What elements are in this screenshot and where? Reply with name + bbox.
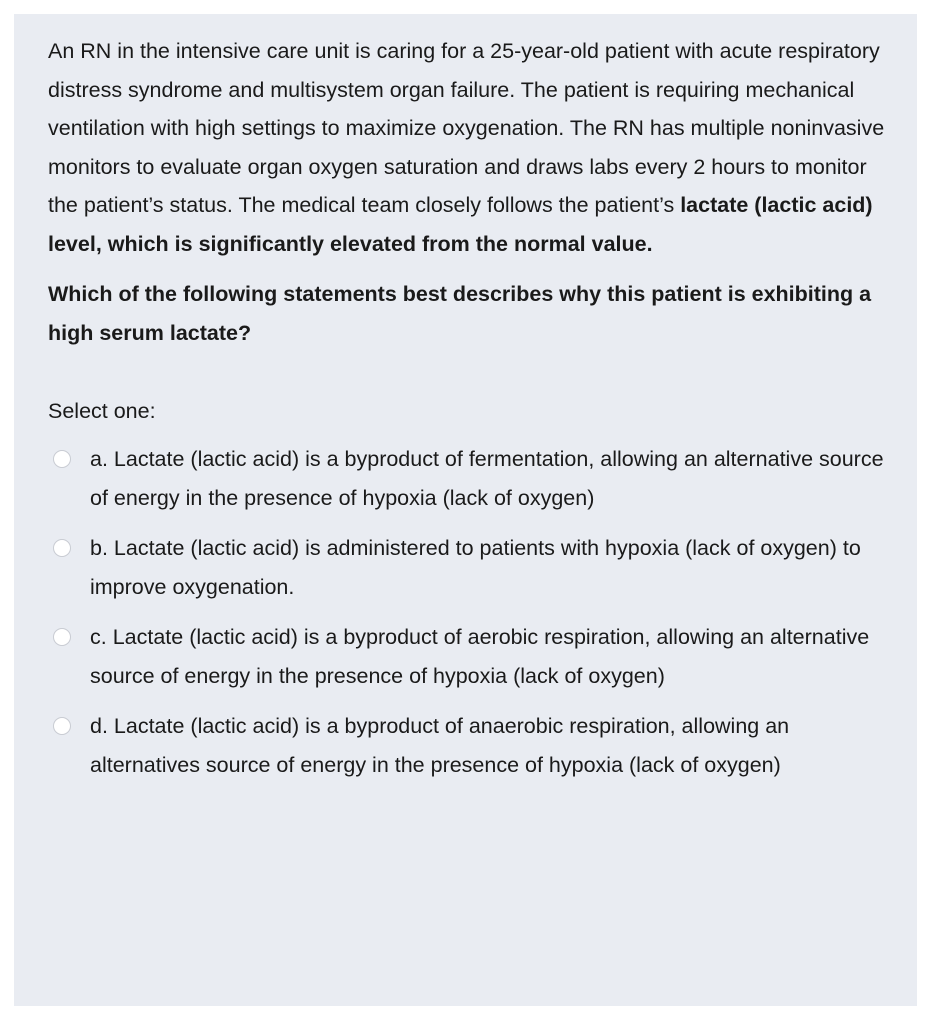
answer-option-a[interactable] [48,440,890,517]
answer-option-b[interactable] [48,529,890,606]
answer-option-d[interactable] [48,707,890,784]
radio-button-d[interactable] [53,717,71,735]
question-text-bold: lactate (lactic acid) level, which is significantly elevated from the normal value. [48,193,873,256]
question-prompt: Which of the following statements best describes why this patient is exhibiting a high serum lactate? [48,282,872,345]
question-text-regular: An RN in the intensive care unit is caring for a 25-year-old patient with acute respiratory distress syndrome and multisystem organ failure. The patient is requiring mechanical ventilation with high settings to maximize oxygenation. The RN has multiple noninvasive monitors to evaluate organ oxygen saturation and draws labs every 2 hours to monitor the patient’s status. The medical team closely follows the patient’s [48,39,885,217]
answer-option-a-text: a. Lactate (lactic acid) is a byproduct of fermentation, allowing an alternative source of energy in the presence of hypoxia (lack of oxygen) [90,447,884,510]
question-text [48,32,888,263]
radio-button-c[interactable] [53,628,71,646]
answer-option-b-text: b. Lactate (lactic acid) is administered to patients with hypoxia (lack of oxygen) to improve oxygenation. [90,536,861,599]
answer-option-d-text: d. Lactate (lactic acid) is a byproduct of anaerobic respiration, allowing an alternatives source of energy in the presence of hypoxia (lack of oxygen) [90,714,790,777]
radio-button-a[interactable] [53,450,71,468]
answer-option-c-text: c. Lactate (lactic acid) is a byproduct of aerobic respiration, allowing an alternative source of energy in the presence of hypoxia (lack of oxygen) [90,625,870,688]
question-card [14,14,917,1006]
answer-options [48,440,887,784]
select-one-label: Select one: [48,399,156,423]
radio-button-b[interactable] [53,539,71,557]
answer-option-c[interactable] [48,618,890,695]
